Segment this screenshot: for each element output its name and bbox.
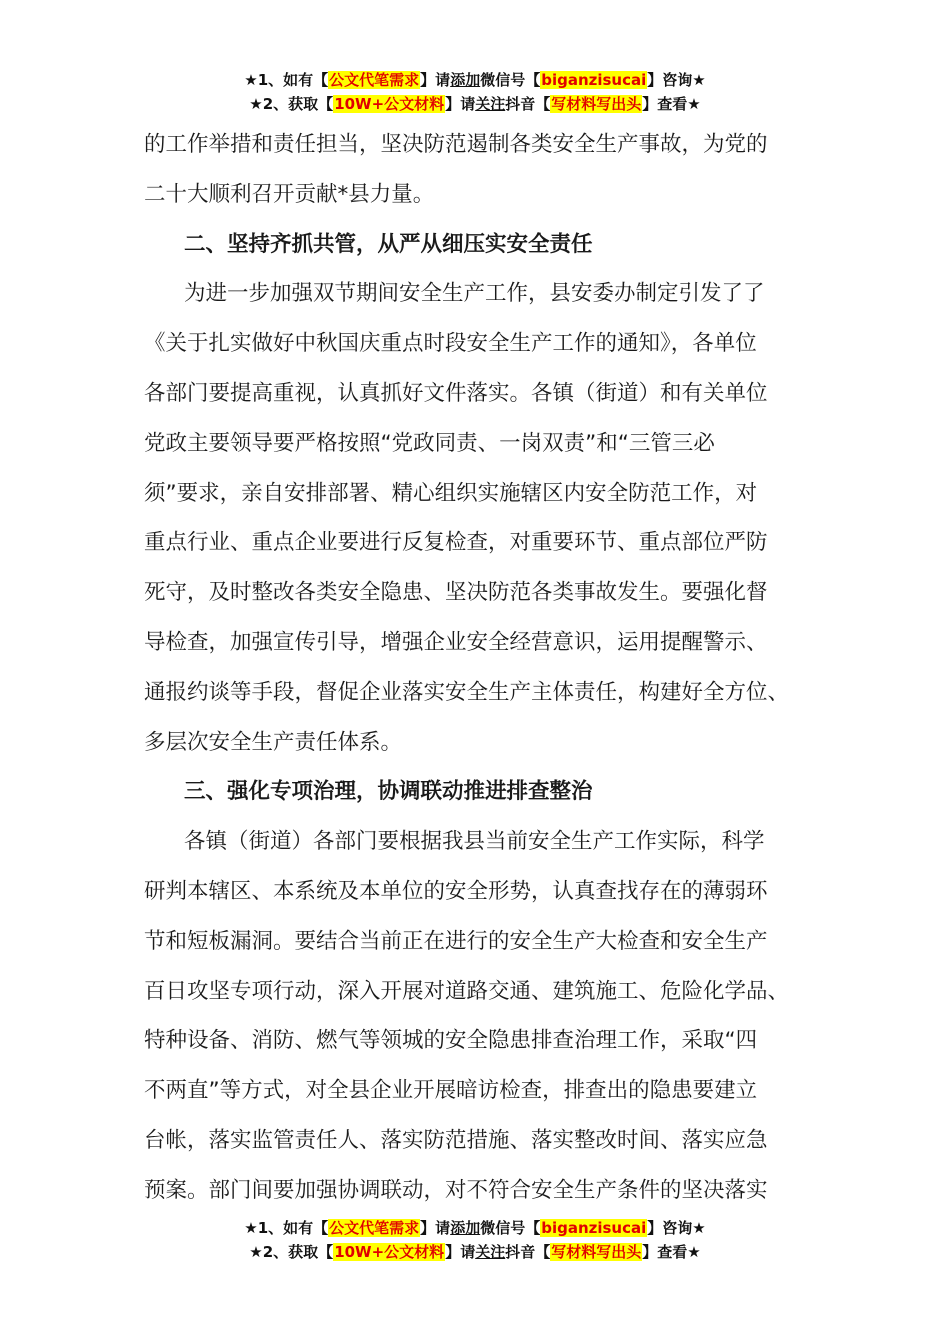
promo-highlight: 公文代笔需求 <box>329 1219 420 1237</box>
promo-line-1 <box>0 68 950 92</box>
body-text-line: 多层次安全生产责任体系。 <box>144 729 403 755</box>
promo-text: 】咨询★ <box>647 1219 706 1237</box>
promo-text: 】请 <box>445 1243 476 1261</box>
promo-text: 微信号【 <box>480 71 541 89</box>
body-text-line: 各镇（街道）各部门要根据我县当前安全生产工作实际，科学 <box>184 829 765 855</box>
body-text-line: 导检查，加强宣传引导，增强企业安全经营意识，运用提醒警示、 <box>144 629 768 655</box>
body-text-line: 通报约谈等手段，督促企业落实安全生产主体责任，构建好全方位、 <box>144 679 790 705</box>
body-text-line: 预案。部门间要加强协调联动，对不符合安全生产条件的坚决落实 <box>144 1177 768 1203</box>
promo-underlined: 添加 <box>450 71 481 89</box>
header-promo-banner <box>0 68 950 116</box>
document-body <box>144 120 824 1216</box>
body-text-line: 的工作举措和责任担当，坚决防范遏制各类安全生产事故，为党的 <box>144 132 768 157</box>
body-text-line: 重点行业、重点企业要进行反复检查，对重要环节、重点部位严防 <box>144 530 768 556</box>
body-text-line: 死守，及时整改各类安全隐患、坚决防范各类事故发生。要强化督 <box>144 580 768 606</box>
promo-line-1 <box>0 1216 950 1240</box>
promo-text: 】咨询★ <box>647 71 706 89</box>
promo-line-2 <box>0 1240 950 1264</box>
body-text-line: 不两直”等方式，对全县企业开展暗访检查，排查出的隐患要建立 <box>144 1078 758 1104</box>
promo-text: 】查看★ <box>642 95 701 113</box>
promo-text: 】查看★ <box>642 1243 701 1261</box>
body-text-line: 台帐，落实监管责任人、落实防范措施、落实整改时间、落实应急 <box>144 1127 768 1153</box>
promo-text: ★2、获取【 <box>249 95 334 113</box>
body-text-line: 节和短板漏洞。要结合当前正在进行的安全生产大检查和安全生产 <box>144 928 768 954</box>
promo-text: ★2、获取【 <box>249 1243 334 1261</box>
promo-highlight: 写材料写出头 <box>551 95 642 113</box>
promo-highlight: 10W+公文材料 <box>334 95 445 113</box>
section-heading: 三、强化专项治理，协调联动推进排查整治 <box>184 779 593 805</box>
promo-underlined: 关注 <box>475 1243 506 1261</box>
promo-highlight: 写材料写出头 <box>551 1243 642 1261</box>
promo-text: 抖音【 <box>505 1243 551 1261</box>
promo-highlight: 10W+公文材料 <box>334 1243 445 1261</box>
body-text-line: 党政主要领导要严格按照“党政同责、一岗双责”和“三管三必 <box>144 430 715 456</box>
promo-text: ★1、如有【 <box>244 71 329 89</box>
promo-highlight: biganzisucai <box>541 71 647 89</box>
footer-promo-banner <box>0 1216 950 1264</box>
promo-text: 微信号【 <box>480 1219 541 1237</box>
section-heading: 二、坚持齐抓共管，从严从细压实安全责任 <box>184 231 593 257</box>
promo-text: 】请 <box>445 95 476 113</box>
promo-line-2 <box>0 92 950 116</box>
body-text-line: 百日攻坚专项行动，深入开展对道路交通、建筑施工、危险化学品、 <box>144 978 790 1004</box>
body-text-line: 须”要求，亲自安排部署、精心组织实施辖区内安全防范工作，对 <box>144 480 758 506</box>
body-text-line: 为进一步加强双节期间安全生产工作，县安委办制定引发了了 <box>184 281 765 307</box>
promo-highlight: biganzisucai <box>541 1219 647 1237</box>
promo-text: 】请 <box>420 71 451 89</box>
promo-highlight: 公文代笔需求 <box>329 71 420 89</box>
promo-underlined: 关注 <box>475 95 506 113</box>
promo-text: ★1、如有【 <box>244 1219 329 1237</box>
promo-text: 】请 <box>420 1219 451 1237</box>
promo-text: 抖音【 <box>505 95 551 113</box>
body-text-line: 二十大顺利召开贡献*县力量。 <box>144 181 435 207</box>
body-text-line: 《关于扎实做好中秋国庆重点时段安全生产工作的通知》，各单位 <box>144 331 757 357</box>
body-text-line: 研判本辖区、本系统及本单位的安全形势，认真查找存在的薄弱环 <box>144 878 768 904</box>
body-text-line: 各部门要提高重视，认真抓好文件落实。各镇（街道）和有关单位 <box>144 380 768 406</box>
promo-underlined: 添加 <box>450 1219 481 1237</box>
body-text-line: 特种设备、消防、燃气等领城的安全隐患排查治理工作，采取“四 <box>144 1028 758 1054</box>
